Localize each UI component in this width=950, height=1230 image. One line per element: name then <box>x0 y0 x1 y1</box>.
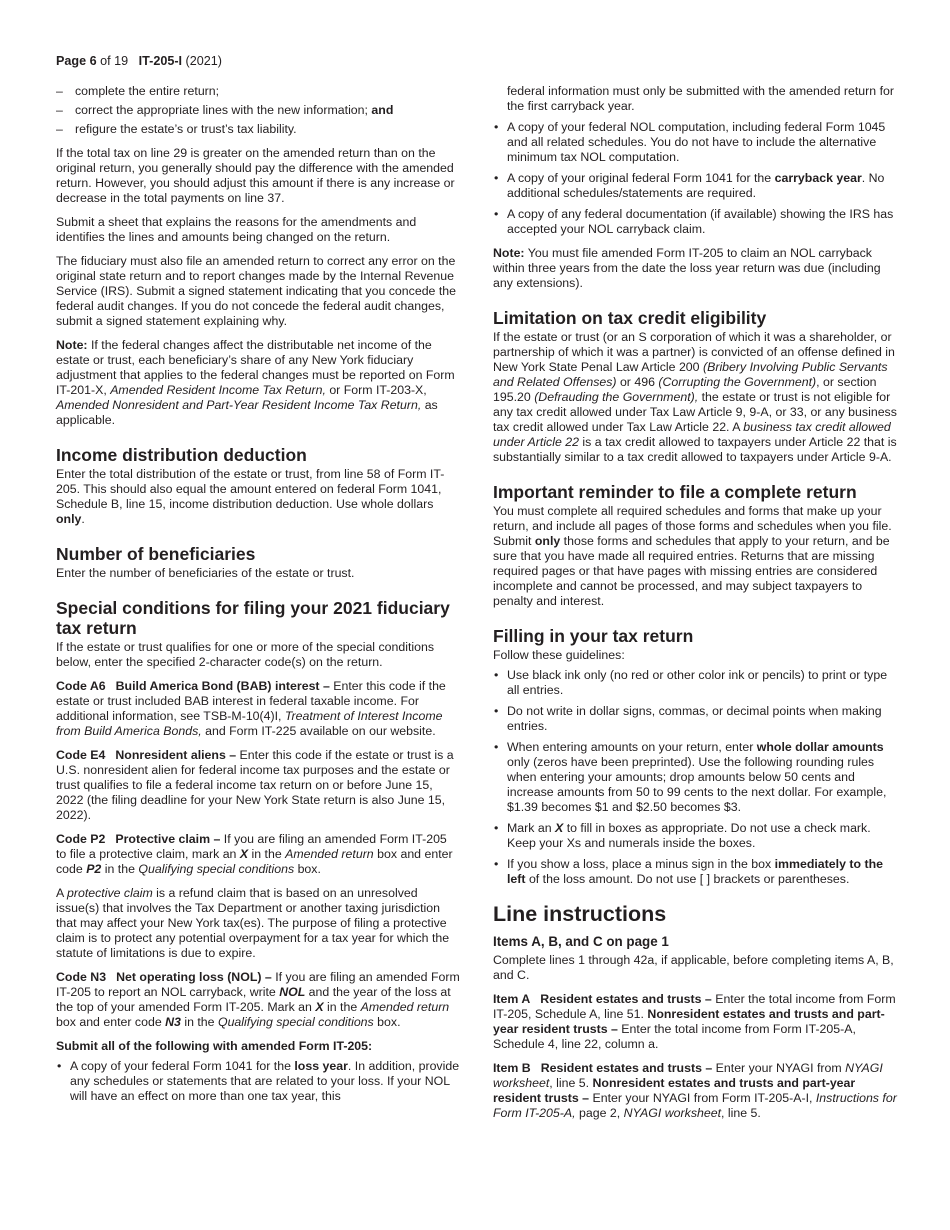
submit-all-heading: Submit all of the following with amended Form IT-205: <box>56 1039 373 1053</box>
heading-items-abc: Items A, B, and C on page 1 <box>493 934 669 949</box>
items-abc-paragraph: Complete lines 1 through 42a, if applicable, before completing items A, B, and C. <box>493 953 894 982</box>
list-item: • A copy of your original federal Form 1041 for the carryback year. No additional schedules/statements are required. <box>493 171 897 201</box>
list-item: – complete the entire return; <box>56 84 460 99</box>
heading-income-distribution: Income distribution deduction <box>56 445 307 465</box>
list-item: • A copy of any federal documentation (if available) showing the IRS has accepted your NOL carryback claim. <box>493 207 897 237</box>
note-nol-carryback: Note: You must file amended Form IT-205 to claim an NOL carryback within three years from the date the loss year return was due (including any extensions). <box>493 246 881 290</box>
right-column <box>493 84 897 1130</box>
submit-sheet-paragraph: Submit a sheet that explains the reasons for the amendments and identifies the lines and amounts being changed on the return. <box>56 215 417 244</box>
income-distribution-paragraph: Enter the total distribution of the estate or trust, from line 58 of Form IT-205. This should also equal the amount entered on federal Form 1041, Schedule B, line 15, income distribution deduction. Use whole dollars only. <box>56 467 445 526</box>
list-item: • A copy of your federal Form 1041 for the loss year. In addition, provide any schedules or statements that are related to your loss. If your NOL will have an effect on more than one tax year, this <box>56 1059 460 1104</box>
item-a-paragraph: Item A Resident estates and trusts – Enter the total income from Form IT-205, Schedule A, line 51. Nonresident estates and trusts and part-year resident trusts – Enter the total income from Form IT-205-A, Schedule 4, line 22, column a. <box>493 992 896 1051</box>
form-number: IT-205-I <box>138 54 183 68</box>
list-item: • Use black ink only (no red or other color ink or pencils) to print or type all entries. <box>493 668 897 698</box>
heading-limitation: Limitation on tax credit eligibility <box>493 308 767 328</box>
heading-complete-return: Important reminder to file a complete return <box>493 482 857 502</box>
list-item: • Do not write in dollar signs, commas, or decimal points when making entries. <box>493 704 897 734</box>
heading-special-conditions: Special conditions for filing your 2021 fiduciary tax return <box>56 598 450 638</box>
limitation-paragraph: If the estate or trust (or an S corporation of which it was a shareholder, or partnership of which it was a partner) is convicted of an offense defined in New York State Penal Law Article 200 (Bribery Involving Public Servants and Related Offenses) or 496 (Corrupting the Government), or section 195.20 (Defrauding the Government), the estate or trust is not eligible for any tax credit allowed under Tax Law Article 9, 9-A, or 33, or any business tax credit allowed under Tax Law Article 22. A business tax credit allowed under Article 22 is a tax credit allowed to taxpayers under Article 22 that is substantially similar to a tax credit allowed to taxpayers under Article 9-A. <box>493 330 897 464</box>
guidelines-list <box>493 668 897 887</box>
list-item: – refigure the estate’s or trust’s tax liability. <box>56 122 460 137</box>
protective-claim-paragraph: A protective claim is a refund claim that is based on an unresolved issue(s) that involves the Tax Department or another taxing jurisdiction that may affect your New York tax(es). The purpose of filing a protective claim is to protect any potential overpayment for a tax year for which the statute of limitations is due to expire. <box>56 886 450 960</box>
beneficiaries-paragraph: Enter the number of beneficiaries of the estate or trust. <box>56 566 355 580</box>
page-number: Page 6 <box>56 54 97 68</box>
page-total: of 19 <box>100 54 129 68</box>
follow-guidelines: Follow these guidelines: <box>493 648 625 662</box>
complete-return-paragraph: You must complete all required schedules and forms that make up your return, and include all pages of those forms and schedules when you file. Submit only those forms and schedules that apply to your return, and be sure that you have made all required entries. Returns that are missing required pages or that have pages with missing entries are considered incomplete and cannot be processed, and may subject taxpayers to penalty and interest. <box>493 504 892 608</box>
fiduciary-paragraph: The fiduciary must also file an amended return to correct any error on the original state return and to report changes made by the Internal Revenue Service (IRS). Submit a signed statement indicating that you concede the federal audit changes. If you do not concede the federal audit changes, submit a signed statement explaining why. <box>56 254 457 328</box>
form-year: (2021) <box>185 54 222 68</box>
code-n3-paragraph: Code N3 Net operating loss (NOL) – If you are filing an amended Form IT-205 to report an NOL carryback, write NOL and the year of the loss at the top of your amended Form IT-205. Mark an X in the Amended return box and enter code N3 in the Qualifying special conditions box. <box>56 970 460 1029</box>
total-tax-paragraph: If the total tax on line 29 is greater on the amended return than on the original return, you generally should pay the difference with the amended return. However, you should adjust this amount if there is any increase or decrease in the total payments on line 37. <box>56 146 455 205</box>
heading-line-instructions: Line instructions <box>493 902 667 926</box>
submit-list-continued <box>493 120 897 237</box>
special-conditions-paragraph: If the estate or trust qualifies for one or more of the special conditions below, enter the specified 2-character code(s) on the return. <box>56 640 435 669</box>
list-item-continuation: federal information must only be submitted with the amended return for the first carryback year. <box>507 84 894 113</box>
left-column <box>56 84 460 1113</box>
heading-filling-in: Filling in your tax return <box>493 626 694 646</box>
heading-beneficiaries: Number of beneficiaries <box>56 544 256 564</box>
code-p2-paragraph: Code P2 Protective claim – If you are filing an amended Form IT-205 to file a protective claim, mark an X in the Amended return box and enter code P2 in the Qualifying special conditions box. <box>56 832 453 876</box>
submit-list <box>56 1059 460 1104</box>
list-item: – correct the appropriate lines with the new information; and <box>56 103 460 118</box>
page-header <box>56 54 222 69</box>
note-federal-changes: Note: If the federal changes affect the distributable net income of the estate or trust, each beneficiary’s share of any New York fiduciary adjustment that applies to the federal changes must be reported on Form IT-201-X, Amended Resident Income Tax Return, or Form IT-203-X, Amended Nonresident and Part-Year Resident Income Tax Return, as applicable. <box>56 338 455 427</box>
list-item: • Mark an X to fill in boxes as appropriate. Do not use a check mark. Keep your Xs and numerals inside the boxes. <box>493 821 897 851</box>
list-item: • A copy of your federal NOL computation, including federal Form 1045 and all related schedules. You do not have to include the alternative minimum tax NOL computation. <box>493 120 897 165</box>
list-item: • If you show a loss, place a minus sign in the box immediately to the left of the loss amount. Do not use [ ] brackets or parentheses. <box>493 857 897 887</box>
amend-steps-list <box>56 84 460 137</box>
code-e4-paragraph: Code E4 Nonresident aliens – Enter this code if the estate or trust is a U.S. nonresident alien for federal income tax purposes and the estate or trust qualifies to file a federal income tax return on or before June 15, 2022 (the filing deadline for your New York State return is also June 15, 2022). <box>56 748 454 822</box>
code-a6-paragraph: Code A6 Build America Bond (BAB) interest – Enter this code if the estate or trust included BAB interest in federal taxable income. For additional information, see TSB-M-10(4)I, Treatment of Interest Income from Build America Bonds, and Form IT-225 available on our website. <box>56 679 446 738</box>
list-item: • When entering amounts on your return, enter whole dollar amounts only (zeros have been preprinted). Use the following rounding rules when entering your amounts; drop amounts below 50 cents and increase amounts from 50 to 99 cents to the next dollar. For example, $1.39 becomes $1 and $2.50 becomes $3. <box>493 740 897 815</box>
item-b-paragraph: Item B Resident estates and trusts – Enter your NYAGI from NYAGI worksheet, line 5. Nonresident estates and trusts and part-year resident trusts – Enter your NYAGI from Form IT-205-A-I, Instructions for Form IT-205-A, page 2, NYAGI worksheet, line 5. <box>493 1061 897 1120</box>
